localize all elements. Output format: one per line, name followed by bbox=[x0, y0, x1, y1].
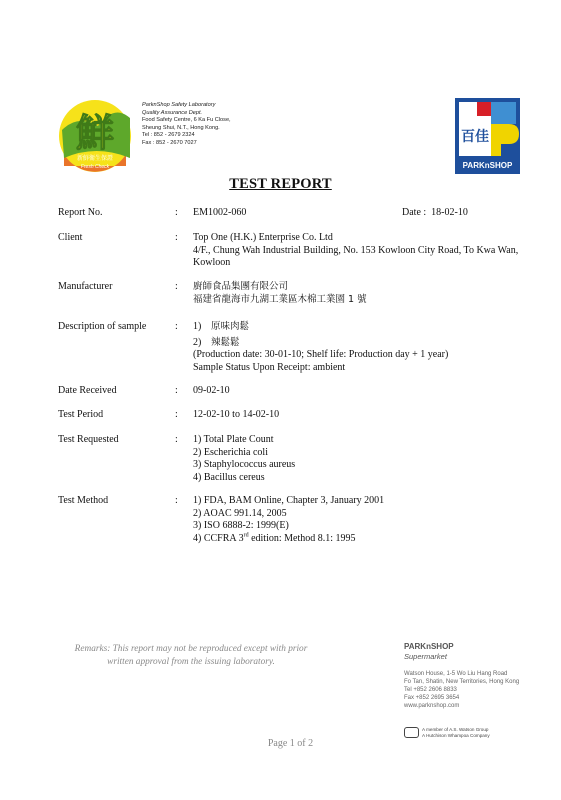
test-requested-item: 3) Staphylococcus aureus bbox=[193, 459, 296, 470]
sample-item-text: 原味肉鬆 bbox=[211, 321, 250, 332]
report-title: TEST REPORT bbox=[229, 176, 332, 192]
colon: : bbox=[175, 281, 178, 292]
sample-item bbox=[193, 337, 523, 350]
test-requested-item: 4) Bacillus cereus bbox=[193, 471, 265, 483]
test-method-item: 1) FDA, BAM Online, Chapter 3, January 2001 bbox=[193, 495, 385, 506]
test-method-item: 2) AOAC 991.14, 2005 bbox=[193, 507, 287, 519]
fresh-logo-caption-en: Fresh Check bbox=[80, 164, 110, 170]
page-number: Page 1 of 2 bbox=[267, 738, 314, 749]
pns-logo-block-red bbox=[477, 102, 491, 116]
manufacturer-address: 福建省龍海市九湖工業區木棉工業園 1 號 bbox=[193, 293, 367, 305]
test-requested-list bbox=[193, 434, 523, 484]
remarks-line: Remarks: This report may not be reproduced except with prior bbox=[74, 644, 308, 654]
lab-fax: Fax : 852 - 2670 7027 bbox=[142, 139, 197, 146]
client-label: Client bbox=[58, 232, 83, 243]
report-date-label: Date : bbox=[402, 207, 427, 218]
date-received-value: 09-02-10 bbox=[193, 385, 230, 396]
manufacturer-label: Manufacturer bbox=[58, 281, 113, 292]
parknshop-logo bbox=[455, 98, 520, 174]
report-no-label: Report No. bbox=[58, 207, 103, 218]
test-method-item: 3) ISO 6888-2: 1999(E) bbox=[193, 520, 289, 531]
colon: : bbox=[175, 232, 178, 243]
as-watson-text bbox=[422, 727, 490, 739]
footer-brand-sub: Supermarket bbox=[404, 652, 447, 661]
client-name: Top One (H.K.) Enterprise Co. Ltd bbox=[193, 232, 333, 243]
footer-website: www.parknshop.com bbox=[404, 703, 460, 709]
client-address: 4/F., Chung Wah Industrial Building, No. 153 Kowloon City Road, To Kwa Wan, Kowloon bbox=[193, 244, 519, 268]
test-method-4-prefix: 4) CCFRA 3 bbox=[193, 532, 244, 544]
test-method-4-suffix: edition: Method 8.1: 1995 bbox=[248, 532, 356, 544]
test-requested-label: Test Requested bbox=[58, 434, 119, 445]
fresh-logo-chinese-char: 鮮 bbox=[75, 111, 115, 155]
as-watson-line: A member of A.S. Watson Group bbox=[422, 727, 489, 732]
footer-fax: Fax +852 2695 3654 bbox=[404, 695, 460, 701]
sample-item bbox=[193, 321, 523, 334]
sample-production-note: (Production date: 30-01-10; Shelf life: Production day + 1 year) bbox=[193, 349, 449, 360]
colon: : bbox=[175, 495, 178, 506]
colon: : bbox=[175, 321, 178, 332]
date-received-label: Date Received bbox=[58, 385, 117, 396]
test-method-item bbox=[193, 533, 523, 546]
colon: : bbox=[175, 207, 178, 218]
pns-logo-block-sky bbox=[491, 102, 516, 124]
footer-brand-block bbox=[404, 642, 554, 710]
lab-name: ParknShop Safety Laboratory bbox=[142, 102, 216, 108]
fresh-check-logo bbox=[58, 96, 132, 176]
footer-tel: Tel +852 2606 8833 bbox=[404, 687, 457, 693]
lab-info-block bbox=[142, 102, 272, 148]
as-watson-badge-icon bbox=[404, 727, 419, 738]
report-date-value: 18-02-10 bbox=[431, 207, 468, 218]
sample-label: Description of sample bbox=[58, 321, 147, 332]
manufacturer-value bbox=[193, 281, 523, 306]
footer-brand-name: PARKnSHOP bbox=[404, 642, 454, 651]
pns-logo-chinese: 百佳 bbox=[461, 129, 489, 145]
test-requested-item: 2) Escherichia coli bbox=[193, 446, 268, 458]
test-method-label: Test Method bbox=[58, 495, 109, 506]
sample-item-num: 2) bbox=[193, 336, 202, 348]
sample-item-text: 辣鬆鬆 bbox=[211, 336, 240, 348]
test-method-4-sup: rd bbox=[243, 532, 249, 539]
hutchison-line: A Hutchison Whampoa Company bbox=[422, 732, 490, 738]
pns-logo-block-white bbox=[459, 102, 477, 116]
report-date bbox=[402, 207, 468, 220]
remarks bbox=[56, 643, 326, 668]
sample-status-note: Sample Status Upon Receipt: ambient bbox=[193, 361, 346, 373]
test-method-list bbox=[193, 495, 523, 545]
footer-address-line: Watson House, 1-5 Wo Liu Hang Road bbox=[404, 671, 508, 677]
lab-address-line: Food Safety Centre, 6 Ka Fu Close, bbox=[142, 117, 231, 124]
lab-dept: Quality Assurance Dept. bbox=[142, 109, 203, 116]
lab-tel: Tel : 852 - 2679 2324 bbox=[142, 132, 195, 139]
lab-address-line: Sheung Shui, N.T., Hong Kong. bbox=[142, 124, 220, 131]
client-value bbox=[193, 232, 523, 270]
fresh-logo-caption-cn: 新鮮衛生保證 bbox=[76, 155, 114, 162]
manufacturer-name: 廚師食品集團有限公司 bbox=[193, 281, 289, 292]
colon: : bbox=[175, 409, 178, 420]
report-no-value: EM1002-060 bbox=[193, 207, 247, 218]
colon: : bbox=[175, 434, 178, 445]
test-period-label: Test Period bbox=[58, 409, 104, 420]
footer-address-line: Fo Tan, Shatin, New Territories, Hong Kong bbox=[404, 679, 520, 685]
pns-logo-name: PARKnSHOP bbox=[462, 161, 513, 170]
footer-address bbox=[404, 670, 554, 710]
colon: : bbox=[175, 385, 178, 396]
remarks-line: written approval from the issuing laboratory. bbox=[107, 656, 275, 667]
test-requested-item: 1) Total Plate Count bbox=[193, 434, 274, 445]
sample-item-num: 1) bbox=[193, 321, 202, 332]
test-period-value: 12-02-10 to 14-02-10 bbox=[193, 409, 280, 420]
sample-value bbox=[193, 321, 523, 374]
